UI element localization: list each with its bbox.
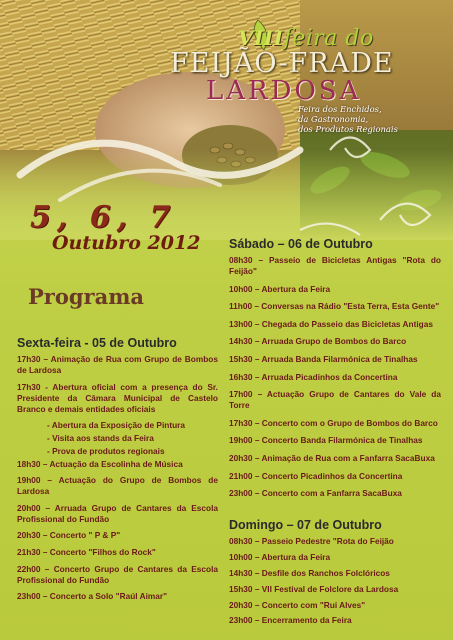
schedule-item: 21h00 – Concerto Picadinhos da Concertina — [229, 470, 403, 481]
schedule-item: 20h00 – Arruada Grupo de Cantares da Escola Profissional do Fundão — [17, 502, 218, 524]
schedule-item: 08h30 – Passeio Pedestre "Rota do Feijão — [229, 536, 394, 546]
event-location: LARDOSA — [206, 76, 362, 106]
day-title: Sábado – 06 de Outubro — [229, 237, 373, 251]
schedule-subitem: - Prova de produtos regionais — [47, 445, 165, 456]
schedule-item: 16h30 – Arruada Picadinhos da Concertina — [229, 371, 398, 382]
schedule-item: 11h00 – Conversas na Rádio "Esta Terra, Esta Gente" — [229, 301, 440, 312]
schedule-item: 23h00 – Concerto com a Fanfarra SacaBuxa — [229, 488, 402, 499]
schedule-item: 17h30 – Concerto com o Grupo de Bombos do Barco — [229, 417, 438, 428]
friday-schedule — [17, 336, 218, 608]
schedule-item: 15h30 – VII Festival de Folclore da Lardosa — [229, 583, 399, 594]
programa-heading: Programa — [28, 284, 145, 309]
edition-roman: VIII — [238, 26, 284, 50]
schedule-item: 10h00 – Abertura da Feira — [229, 283, 331, 294]
event-list — [229, 255, 441, 499]
schedule-item: 17h30 - Abertura oficial com a presença do Sr. Presidente da Câmara Municipal de Castelo Branco e demais entidades oficiais — [17, 381, 218, 414]
schedule-item: 20h30 – Concerto " P & P" — [17, 530, 121, 541]
schedule-item: 21h30 – Concerto "Filhos do Rock" — [17, 546, 156, 557]
schedule-item: 20h30 – Animação de Rua com a Fanfarra SacaBuxa — [229, 452, 435, 463]
schedule-item: 15h30 – Arruada Banda Filarmónica de Tinalhas — [229, 353, 418, 364]
schedule-item: 10h00 – Abertura da Feira — [229, 551, 331, 562]
schedule-item: 22h00 – Concerto Grupo de Cantares da Escola Profissional do Fundão — [17, 563, 218, 585]
day-title: Domingo – 07 de Outubro — [229, 518, 382, 532]
sunday-schedule — [229, 518, 441, 631]
schedule-item: 20h30 – Concerto com "Rui Alves" — [229, 599, 366, 610]
schedule-item: 19h00 – Concerto Banda Filarmónica de Tinalhas — [229, 435, 423, 446]
schedule-item: 23h00 – Encerramento da Feira — [229, 615, 352, 626]
schedule-item: 19h00 – Actuação do Grupo de Bombos de Lardosa — [17, 475, 218, 497]
subtitle-line: da Gastronomia, — [298, 114, 369, 124]
event-title: FEIJÃO-FRADE — [170, 48, 394, 79]
event-list — [17, 354, 218, 602]
schedule-item: 17h30 – Animação de Rua com Grupo de Bombos de Lardosa — [17, 354, 218, 375]
event-days: 5, 6, 7 — [30, 200, 177, 235]
feira-text: feira do — [283, 26, 374, 51]
schedule-item: 14h30 – Desfile dos Ranchos Folclóricos — [229, 567, 390, 578]
schedule-item: 23h00 – Concerto a Solo "Raúl Aimar" — [17, 591, 168, 602]
subtitle-line: Feira dos Enchidos, — [298, 104, 382, 114]
schedule-item: 18h30 – Actuação da Escolinha de Música — [17, 458, 183, 469]
event-list — [229, 536, 441, 626]
schedule-subitem: - Visita aos stands da Feira — [47, 432, 154, 443]
schedule-item: 17h00 – Actuação Grupo de Cantares do Vale da Torre — [229, 389, 441, 411]
subtitle-line: dos Produtos Regionais — [298, 124, 398, 134]
saturday-schedule — [229, 237, 441, 506]
schedule-item: 13h00 – Chegada do Passeio das Bicicletas Antigas — [229, 318, 433, 329]
schedule-item: 08h30 – Passeio de Bicicletas Antigas "Rota do Feijão" — [229, 255, 441, 276]
day-title: Sexta-feira - 05 de Outubro — [17, 336, 177, 350]
schedule-item: 14h30 – Arruada Grupo de Bombos do Barco — [229, 336, 407, 347]
event-month: Outubro 2012 — [52, 232, 201, 254]
schedule-subitem: - Abertura da Exposição de Pintura — [47, 420, 186, 431]
event-subtitle — [298, 104, 448, 134]
